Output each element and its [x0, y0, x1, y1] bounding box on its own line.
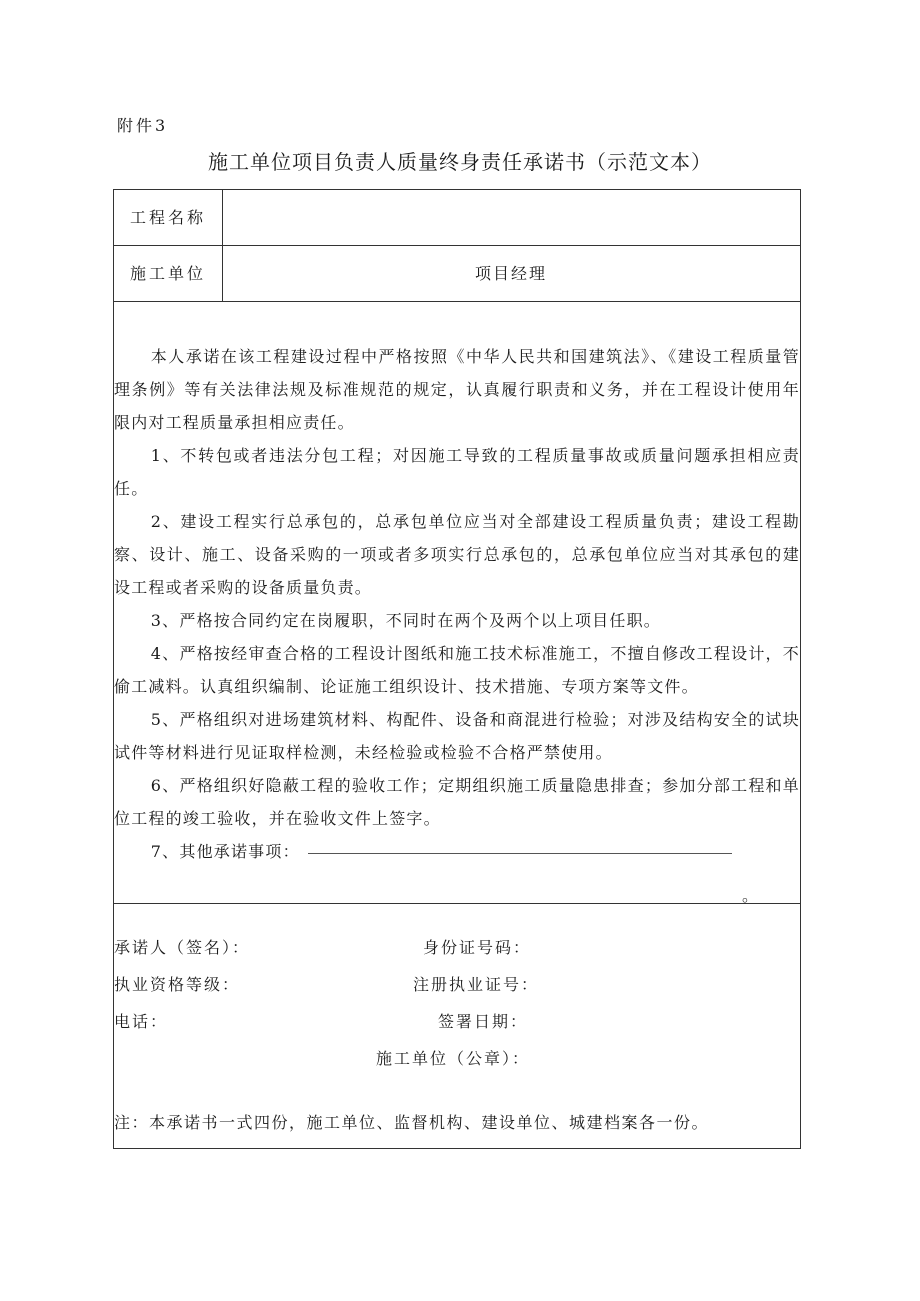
- construction-unit-row: [114, 246, 800, 302]
- section-divider: [114, 903, 800, 904]
- footnote: 注：本承诺书一式四份，施工单位、监督机构、建设单位、城建档案各一份。: [114, 1113, 710, 1132]
- attachment-label: 附件3: [117, 116, 169, 135]
- end-period: 。: [742, 886, 759, 905]
- registration-number-label: 注册执业证号：: [413, 975, 540, 994]
- commitment-intro: 本人承诺在该工程建设过程中严格按照《中华人民共和国建筑法》、《建设工程质量管理条例》等有关法律法规及标准规范的规定，认真履行职责和义务，并在工程设计使用年限内对工程质量承担相应责任。: [114, 347, 800, 432]
- qualification-label: 执业资格等级：: [114, 975, 241, 994]
- other-commitments-field[interactable]: [308, 852, 732, 854]
- commitment-item-4: 4、严格按经审查合格的工程设计图纸和施工技术标准施工，不擅自修改工程设计，不偷工减料。认真组织编制、论证施工组织设计、技术措施、专项方案等文件。: [114, 644, 800, 696]
- document-title: 施工单位项目负责人质量终身责任承诺书（示范文本）: [208, 150, 712, 174]
- other-commitments-label: 7、其他承诺事项：: [150, 842, 300, 861]
- commitment-item-3: 3、严格按合同约定在岗履职，不同时在两个及两个以上项目任职。: [150, 611, 661, 630]
- unit-seal-label: 施工单位（公章）：: [376, 1049, 531, 1068]
- sign-date-label: 签署日期：: [438, 1012, 529, 1031]
- commitment-item-2: 2、建设工程实行总承包的，总承包单位应当对全部建设工程质量负责；建设工程勘察、设计、施工、设备采购的一项或者多项实行总承包的，总承包单位应当对其承包的建设工程或者采购的设备质量负责。: [114, 512, 800, 597]
- id-number-label: 身份证号码：: [423, 938, 532, 957]
- commitment-item-1: 1、不转包或者违法分包工程；对因施工导致的工程质量事故或质量问题承担相应责任。: [114, 446, 800, 498]
- commitment-item-6: 6、严格组织好隐蔽工程的验收工作；定期组织施工质量隐患排查；参加分部工程和单位工程的竣工验收，并在验收文件上签字。: [114, 776, 800, 828]
- commitment-item-7: [114, 835, 800, 868]
- commitment-item-5: 5、严格组织对进场建筑材料、构配件、设备和商混进行检验；对涉及结构安全的试块试件等材料进行见证取样检测，未经检验或检验不合格严禁使用。: [114, 710, 800, 762]
- promisor-signature-label: 承诺人（签名）：: [114, 938, 251, 957]
- commitment-form: [113, 189, 801, 1149]
- commitment-body: [114, 340, 800, 868]
- construction-unit-label: 施工单位: [129, 264, 206, 283]
- project-name-row: [114, 190, 800, 246]
- column-divider: [222, 190, 223, 301]
- phone-label: 电话：: [114, 1012, 169, 1031]
- project-name-label: 工程名称: [129, 208, 206, 227]
- project-manager-label: 项目经理: [474, 264, 547, 283]
